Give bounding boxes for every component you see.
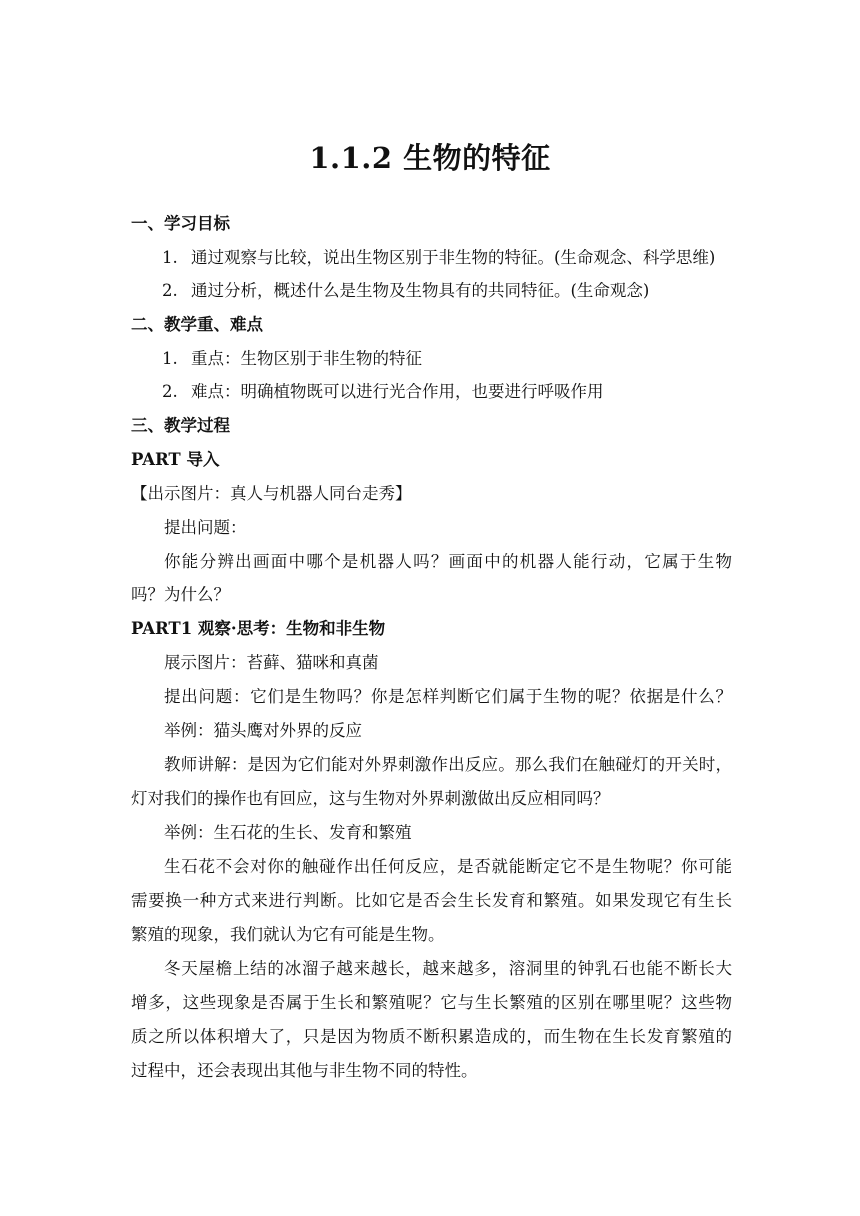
paragraph-line: 繁殖的现象，我们就认为它有可能是生物。 [131, 925, 445, 944]
list-item: 通过观察与比较，说出生物区别于非生物的特征。(生命观念、科学思维) [191, 248, 716, 267]
paragraph-line: 质之所以体积增大了，只是因为物质不断积累造成的，而生物在生长发育繁殖的 [131, 1027, 732, 1046]
paragraph-line: 冬天屋檐上结的冰溜子越来越长，越来越多，溶洞里的钟乳石也能不断长大 [164, 959, 732, 978]
list-number: 2. [162, 382, 178, 401]
list-item: 通过分析，概述什么是生物及生物具有的共同特征。(生命观念) [191, 281, 650, 300]
paragraph-line: 教师讲解：是因为它们能对外界刺激作出反应。那么我们在触碰灯的开关时， [164, 755, 732, 774]
list-item: 难点：明确植物既可以进行光合作用，也要进行呼吸作用 [191, 382, 604, 401]
part-heading-intro: PART 导入 [131, 450, 220, 469]
section-heading-objectives: 一、学习目标 [131, 214, 230, 233]
paragraph-line: 吗？为什么？ [131, 585, 230, 604]
ask-label: 提出问题： [164, 518, 247, 537]
paragraph-line: 过程中，还会表现出其他与非生物不同的特性。 [131, 1061, 478, 1080]
document-title: 1.1.2 生物的特征 [309, 141, 551, 175]
paragraph-line: 展示图片：苔藓、猫咪和真菌 [164, 653, 379, 672]
list-number: 1. [162, 349, 178, 368]
paragraph-line: 增多，这些现象是否属于生长和繁殖呢？它与生长繁殖的区别在哪里呢？这些物 [131, 993, 732, 1012]
list-number: 2. [162, 281, 178, 300]
paragraph-line: 生石花不会对你的触碰作出任何反应，是否就能断定它不是生物呢？你可能 [164, 857, 732, 876]
paragraph-line: 你能分辨出画面中哪个是机器人吗？画面中的机器人能行动，它属于生物 [164, 552, 732, 571]
paragraph-line: 举例：生石花的生长、发育和繁殖 [164, 823, 412, 842]
list-number: 1. [162, 248, 178, 267]
list-item: 重点：生物区别于非生物的特征 [191, 349, 422, 368]
part-heading-observe: PART1 观察·思考：生物和非生物 [131, 619, 386, 638]
paragraph-line: 灯对我们的操作也有回应，这与生物对外界刺激做出反应相同吗？ [131, 789, 610, 808]
section-heading-key-points: 二、教学重、难点 [131, 315, 263, 334]
paragraph-line: 提出问题：它们是生物吗？你是怎样判断它们属于生物的呢？依据是什么？ [164, 687, 732, 706]
paragraph-line: 需要换一种方式来进行判断。比如它是否会生长发育和繁殖。如果发现它有生长 [131, 891, 732, 910]
show-picture-note: 【出示图片：真人与机器人同台走秀】 [131, 484, 412, 503]
paragraph-line: 举例：猫头鹰对外界的反应 [164, 721, 362, 740]
section-heading-process: 三、教学过程 [131, 416, 230, 435]
